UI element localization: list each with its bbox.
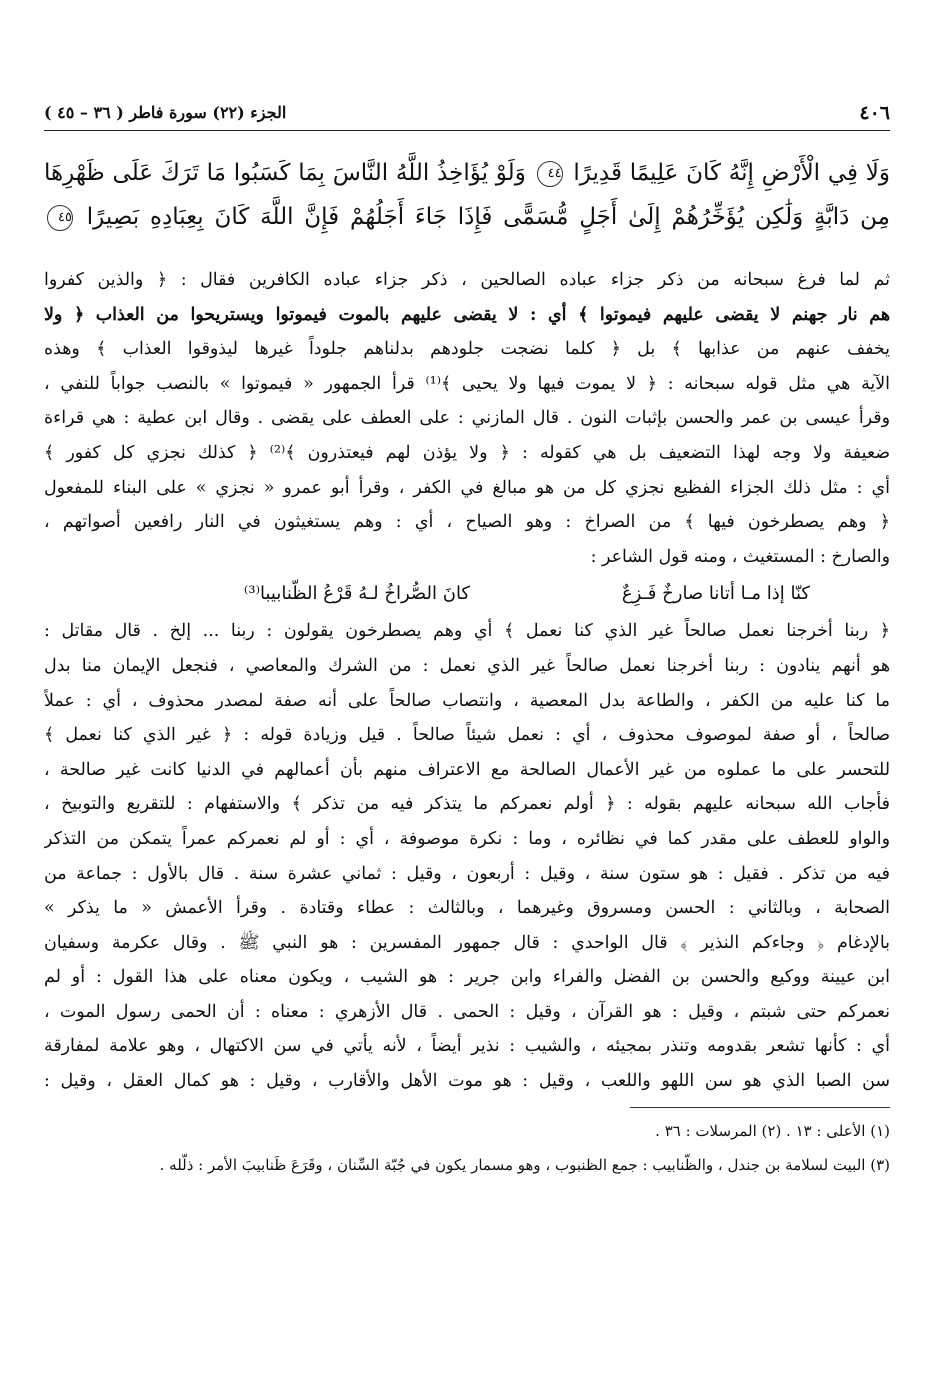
commentary-line: ﴿ وهم يصطرخون فيها ﴾ من الصراخ : وهو الصياح ، أي : وهم يستغيثون في النار رافعين أصواتهم ، <box>44 512 890 533</box>
commentary-line: فيه من تذكر . فقيل : هو ستون سنة ، وقيل : أربعون ، وقيل : ثماني عشرة سنة . قال بالأول : جماعة من <box>44 863 890 884</box>
commentary-line: الآية هي مثل قوله سبحانه : ﴿ لا يموت فيها ولا يحيى ﴾⁽¹⁾ قرأ الجمهور « فيموتوا » بالنصب جواباً للنفي ، <box>44 373 890 394</box>
commentary-line: بالإدغام ﴿ وجاءكم النذير ﴾ قال الواحدي : قال جمهور المفسرين : هو النبي ﷺ . وقال عكرمة وسفيان <box>44 932 890 953</box>
verse-text: مِن دَابَّةٍ وَلَٰكِن يُؤَخِّرُهُمْ إِلَىٰ أَجَلٍ مُّسَمًّى فَإِذَا جَاءَ أَجَلُهُمْ فَإِنَّ اللَّهَ كَانَ بِعِبَادِهِ بَصِيرًا <box>86 204 890 230</box>
commentary-line: سن الصبا الذي هو سن اللهو واللعب ، وقيل : هو موت الأهل والأقارب ، وقيل : هو كمال العقل ، وقيل : <box>44 1071 890 1092</box>
commentary-line: والواو للعطف على مقدر كما في نظائره ، وما : نكرة موصوفة ، أي : أو لم نعمركم عمراً يتمكن من التذكر <box>44 828 890 849</box>
commentary-line: يخفف عنهم من عذابها ﴾ بل ﴿ كلما نضجت جلودهم بدلناهم جلوداً غيرها ليذوقوا العذاب ﴾ وهذه <box>44 339 890 360</box>
verse-text: وَلَوْ يُؤَاخِذُ اللَّهُ النَّاسَ بِمَا كَسَبُوا مَا تَرَكَ عَلَى ظَهْرِهَا <box>44 160 526 186</box>
commentary <box>44 263 890 1099</box>
footnotes <box>44 1114 890 1182</box>
footnote: (٣) البيت لسلامة بن جندل ، والظّنابيب : جمع الظنبوب ، وهو مسمار يكون في جُبّة السِّنان ، وقَرَعَ ظَنابيبَ الأمر : ذلّله . <box>159 1155 890 1174</box>
poetry-verse <box>44 574 890 614</box>
commentary-line: وقرأ عيسى بن عمر والحسن بإثبات النون . قال المازني : على العطف على يقضى . وقال ابن عطية : هي قراءة <box>44 408 890 429</box>
verse-line <box>44 195 890 239</box>
book-page <box>44 96 890 1182</box>
poem-first-hemistich: كنّا إذا مـا أتانا صارخٌ فَـزِعٌ <box>621 583 810 605</box>
verse-number: ٤٥ <box>47 205 73 231</box>
commentary-line: ابن عيينة ووكيع والحسن بن الفضل والفراء وابن جرير : هو الشيب ، ويكون معناه على هذا القول : أو لم <box>44 967 890 988</box>
page-header <box>44 96 890 131</box>
quran-verses <box>44 151 890 239</box>
commentary-line: هم نار جهنم لا يقضى عليهم فيموتوا ﴾ أي : لا يقضى عليهم بالموت فيموتوا ويستريحوا من العذاب ﴿ ولا <box>44 304 890 325</box>
footnote-divider <box>630 1107 890 1108</box>
verse-line <box>44 151 890 195</box>
commentary-line: هو أنهم ينادون : ربنا أخرجنا نعمل صالحاً غير الذي نعمل : من الشرك والمعاصي ، فنجعل الإيمان منا بدل <box>44 655 890 676</box>
commentary-line: ضعيفة ولا وجه لهذا التضعيف بل هي كقوله : ﴿ ولا يؤذن لهم فيعتذرون ﴾⁽²⁾ ﴿ كذلك نجزي كل كفور ﴾ <box>44 442 890 463</box>
commentary-line: الصحابة ، وبالثاني : الحسن ومسروق وغيرهما ، وبالثالث : عطاء وقتادة . وقرأ الأعمش « ما يذكر » <box>44 898 890 919</box>
commentary-line: ﴿ ربنا أخرجنا نعمل صالحاً غير الذي كنا نعمل ﴾ أي وهم يصطرخون يقولون : ربنا ... إلخ . قال مقاتل : <box>44 621 890 642</box>
running-title: الجزء (٢٢) سورة فاطر ( ٣٦ – ٤٥ ) <box>44 103 287 122</box>
page-number: ٤٠٦ <box>859 102 890 124</box>
commentary-line: والصارخ : المستغيث ، ومنه قول الشاعر : <box>590 546 890 567</box>
commentary-line: ما كنا عليه من الكفر ، والطاعة بدل المعصية ، وانتصاب صالحاً على أنه صفة لمصدر محذوف ، أي : عملاً <box>44 690 890 711</box>
commentary-line: نعمركم حتى شبتم ، وقيل : هو القرآن ، وقيل : الحمى . قال الأزهري : معناه : أن الحمى رسول الموت ، <box>44 1001 890 1022</box>
verse-number: ٤٤ <box>537 161 563 187</box>
footnote: (١) الأعلى : ١٣ . (٢) المرسلات : ٣٦ . <box>655 1121 890 1140</box>
commentary-line: صالحاً ، أو صفة لموصوف محذوف ، أي : نعمل شيئاً صالحاً . قيل وزيادة قوله : ﴿ غير الذي كنا نعمل ﴾ <box>44 725 890 746</box>
commentary-line: أي : مثل ذلك الجزاء الفظيع نجزي كل من هو مبالغ في الكفر ، وقرأ أبو عمرو « نجزي » على البناء للمفعول <box>44 477 890 498</box>
commentary-line: للتحسر على ما عملوه من غير الأعمال الصالحة مع الاعتراف منهم بأن أعمالهم في الدنيا كانت غير صالحة ، <box>44 759 890 780</box>
verse-text: وَلَا فِي الْأَرْضِ إِنَّهُ كَانَ عَلِيمًا قَدِيرًا <box>573 160 890 186</box>
commentary-line: أي : كأنها تشعر بقدومه وتنذر بمجيئه ، والشيب : نذير أيضاً ، لأنه يأتي في سن الاكتهال ، وهو علامة لمفارقة <box>44 1036 890 1057</box>
commentary-line: فأجاب الله سبحانه عليهم بقوله : ﴿ أولم نعمركم ما يتذكر فيه من تذكر ﴾ والاستفهام : للتقريع والتوبيخ ، <box>44 794 890 815</box>
commentary-line: ثم لما فرغ سبحانه من ذكر جزاء عباده الصالحين ، ذكر جزاء عباده الكافرين فقال : ﴿ والذين كفروا <box>44 270 890 290</box>
poem-second-hemistich: كانَ الصُّراخُ لـهُ قَرْعُ الظّنابيبا⁽³⁾ <box>243 583 470 605</box>
